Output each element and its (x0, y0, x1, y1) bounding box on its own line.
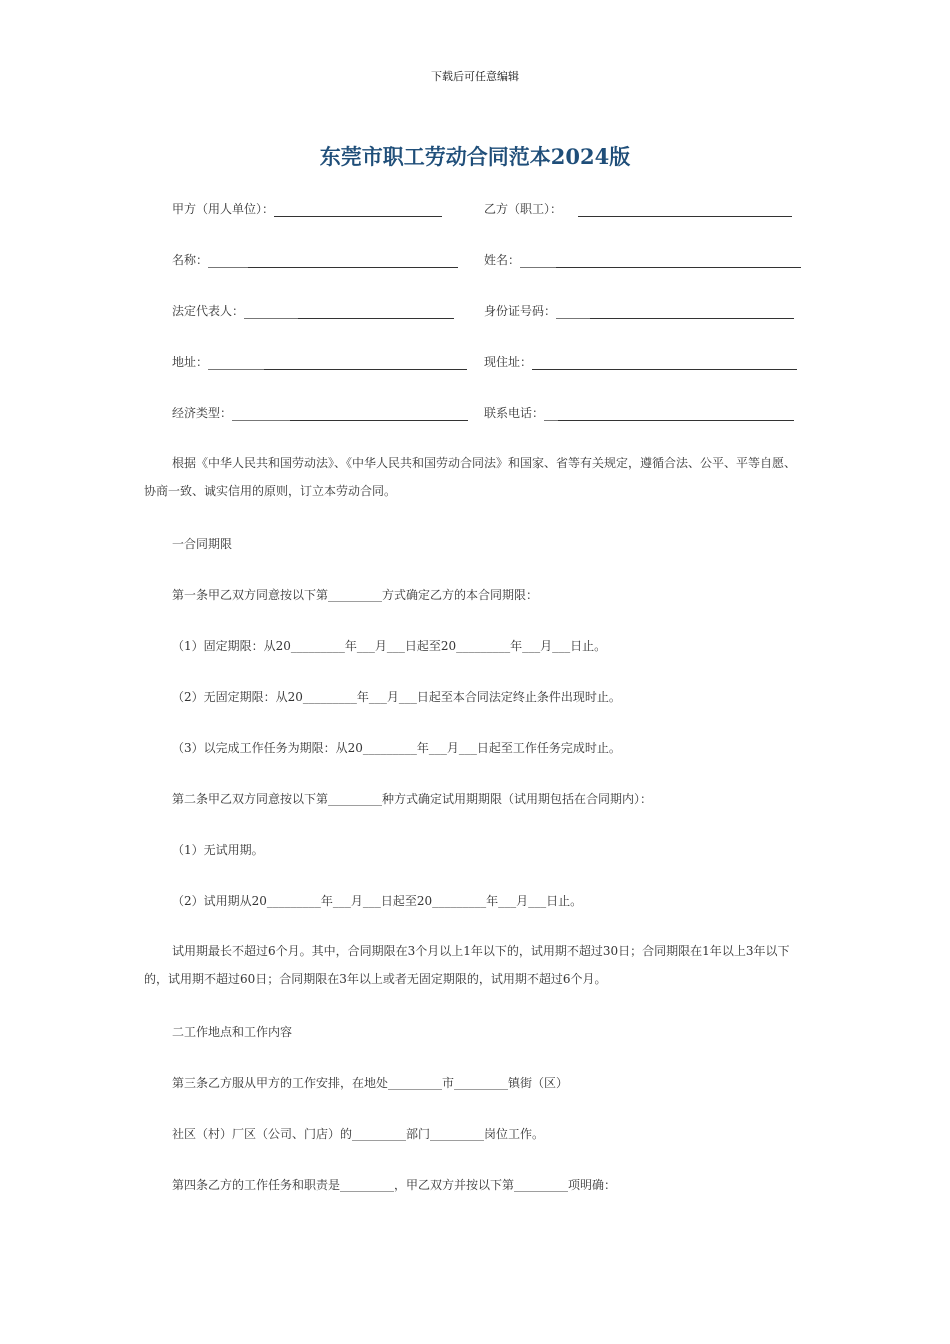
document-title: 东莞市职工劳动合同范本2024版 (319, 144, 631, 169)
probation-note-paragraph: 试用期最长不超过6个月。其中，合同期限在3个月以上1年以下的，试用期不超过30日；合同期限在1年以上3年以下的，试用期不超过60日；合同期限在3年以上或者无固定期限的，试用期不超过6个月。 (144, 944, 790, 986)
economy-type-blank-lead (232, 406, 290, 421)
article-2-option-1: （1）无试用期。 (172, 843, 264, 857)
legal-rep-label: 法定代表人： (172, 304, 245, 318)
residence-field (484, 353, 797, 371)
company-name-label: 名称： (172, 253, 209, 267)
header-note: 下载后可任意编辑 (431, 70, 519, 83)
article-1-option-3: （3）以完成工作任务为期限：从20_________年___月___日起至工作任务完成时止。 (172, 741, 621, 755)
phone-label: 联系电话： (484, 406, 545, 420)
id-number-label: 身份证号码： (484, 304, 557, 318)
employer-field (172, 200, 442, 218)
article-4: 第四条乙方的工作任务和职责是_________，甲乙双方并按以下第_________项明确： (172, 1178, 617, 1192)
address-blank-lead (208, 355, 264, 370)
employee-field (484, 200, 792, 218)
id-number-blank[interactable] (590, 304, 794, 319)
id-number-blank-lead (556, 304, 590, 319)
article-2: 第二条甲乙双方同意按以下第_________种方式确定试用期期限（试用期包括在合同期内）： (172, 792, 653, 806)
company-name-field (172, 251, 458, 269)
id-number-field (484, 302, 794, 320)
company-name-blank[interactable] (248, 253, 458, 268)
employer-blank[interactable] (274, 202, 442, 217)
legal-rep-blank[interactable] (298, 304, 454, 319)
article-3-line-1: 第三条乙方服从甲方的工作安排，在地处_________市_________镇街（区） (172, 1076, 569, 1090)
residence-label: 现住址： (484, 355, 533, 369)
company-name-blank-lead (208, 253, 248, 268)
phone-blank[interactable] (558, 406, 794, 421)
address-blank[interactable] (264, 355, 467, 370)
residence-blank[interactable] (532, 355, 797, 370)
economy-type-field (172, 404, 468, 422)
section-heading-workplace: 二工作地点和工作内容 (172, 1025, 293, 1039)
economy-type-blank[interactable] (290, 406, 468, 421)
legal-rep-field (172, 302, 454, 320)
employer-label: 甲方（用人单位）： (172, 202, 275, 216)
economy-type-label: 经济类型： (172, 406, 233, 420)
article-2-option-2: （2）试用期从20_________年___月___日起至20_________年___月___日止。 (172, 894, 583, 908)
legal-rep-blank-lead (244, 304, 298, 319)
person-name-blank-lead (520, 253, 556, 268)
person-name-label: 姓名： (484, 253, 521, 267)
article-3-line-2: 社区（村）厂区（公司、门店）的_________部门_________岗位工作。 (172, 1127, 545, 1141)
person-name-blank[interactable] (556, 253, 801, 268)
intro-paragraph: 根据《中华人民共和国劳动法》、《中华人民共和国劳动合同法》和国家、省等有关规定，遵循合法、公平、平等自愿、协商一致、诚实信用的原则，订立本劳动合同。 (144, 456, 797, 498)
section-heading-term: 一合同期限 (172, 537, 233, 551)
address-field (172, 353, 467, 371)
employee-label: 乙方（职工）： (484, 202, 563, 216)
article-1-option-2: （2）无固定期限：从20_________年___月___日起至本合同法定终止条件出现时止。 (172, 690, 621, 704)
phone-blank-lead (544, 406, 558, 421)
article-1: 第一条甲乙双方同意按以下第_________方式确定乙方的本合同期限： (172, 588, 539, 602)
phone-field (484, 404, 794, 422)
article-1-option-1: （1）固定期限：从20_________年___月___日起至20_________年___月___日止。 (172, 639, 607, 653)
person-name-field (484, 251, 801, 269)
address-label: 地址： (172, 355, 209, 369)
employee-blank[interactable] (578, 202, 792, 217)
